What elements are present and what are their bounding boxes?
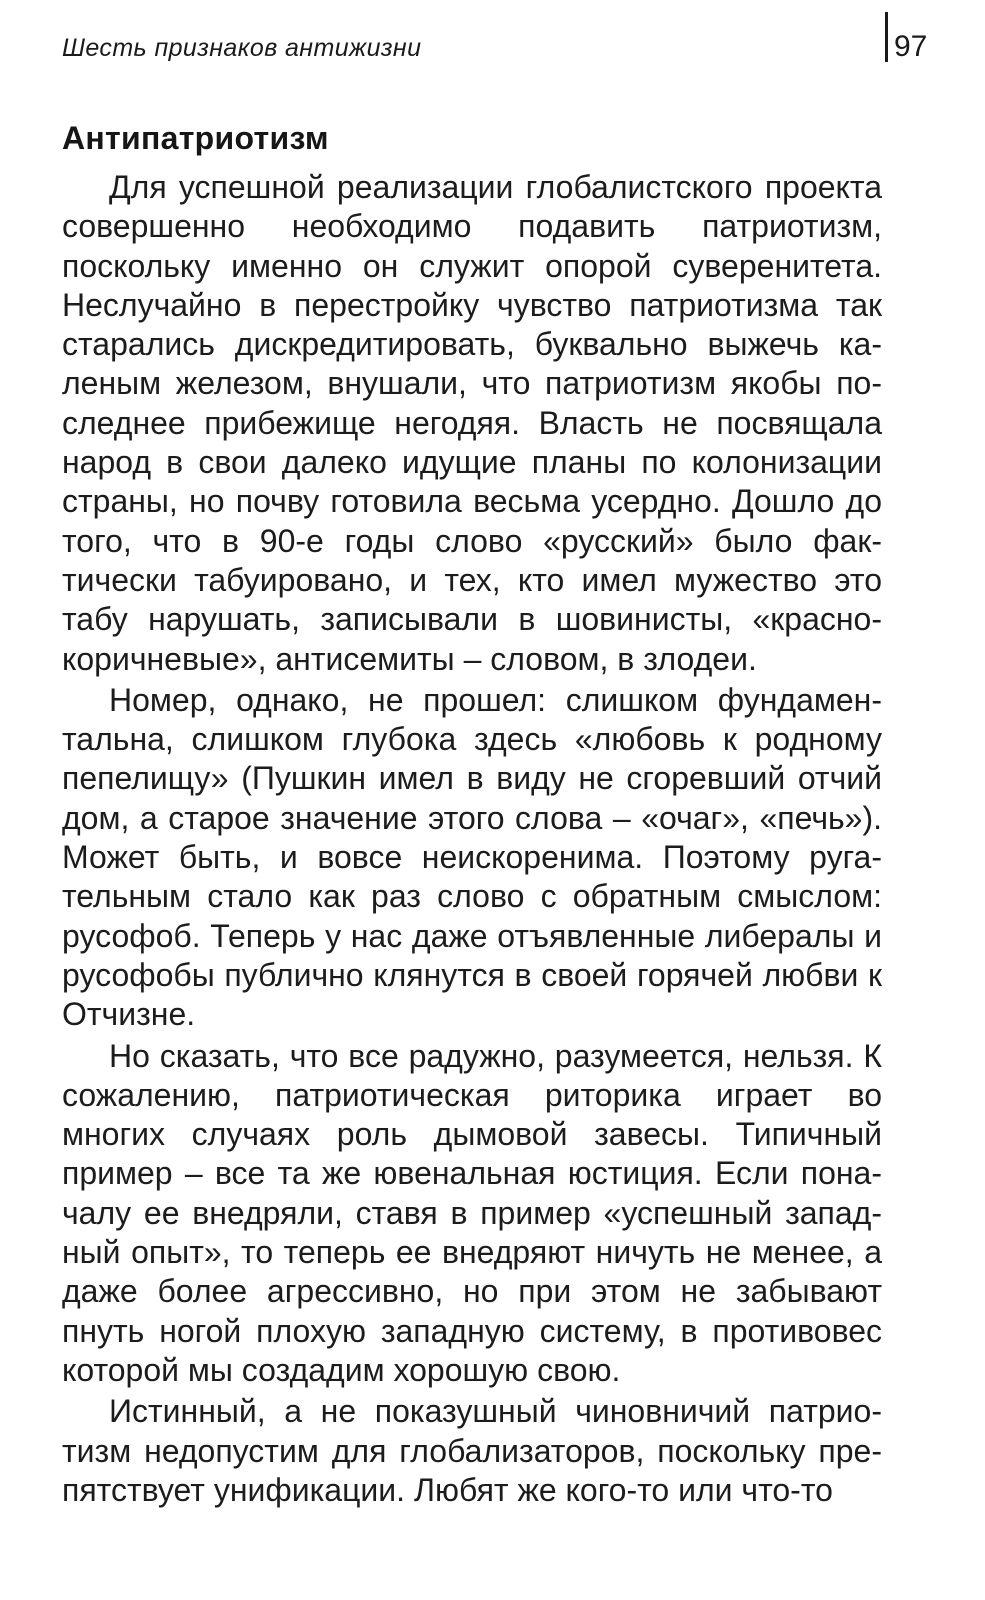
paragraph-2: Номер, однако, не прошел: слишком фундаментальна, слишком глубока здесь «любовь к родному пепелищу» (Пушкин имел в виду не сгоревший отчий дом, а старое значение этого слова – «очаг», «печь»). Может быть, и вовсе неискоренима. Поэтому ругательным стало как раз слово с обратным смыслом: русофоб. Теперь у нас даже отъявленные либералы и русофобы публично клянутся в своей горячей любви к Отчизне. xyxy=(62,681,882,1033)
paragraph-3: Но сказать, что все радужно, разумеется, нельзя. К сожалению, патриотическая риторика играет во многих случаях роль дымовой завесы. Типичный пример – все та же ювенальная юстиция. Если поначалу ее внедряли, ставя в пример «успешный западный опыт», то теперь ее внедряют ничуть не менее, а даже более агрессивно, но при этом не забывают пнуть ногой плохую западную систему, в противовес которой мы создадим хорошую свою. xyxy=(62,1037,882,1388)
header-vertical-rule xyxy=(885,12,888,62)
paragraph-1: Для успешной реализации глобалистского проекта совершенно необходимо подавить патриотизм, поскольку именно он служит опорой суверенитета. Неслучайно в перестройку чувство патриотизма так старались дискредитировать, буквально выжечь каленым железом, внушали, что патриотизм якобы последнее прибежище негодяя. Власть не посвящала народ в свои далеко идущие планы по колонизации страны, но почву готовила весьма усердно. Дошло до того, что в 90-е годы слово «русский» было фактически табуировано, и тех, кто имел мужество это табу нарушать, записывали в шовинисты, «краснокоричневые», антисемиты – словом, в злодеи. xyxy=(62,169,882,677)
running-head-title: Шесть признаков антижизни xyxy=(62,34,422,62)
paragraph-4: Истинный, а не показушный чиновничий патриотизм недопустим для глобализаторов, поскольку препятствует унификации. Любят же кого-то или что-то xyxy=(62,1393,882,1508)
page-number: 97 xyxy=(894,30,928,63)
body-text xyxy=(62,168,882,1510)
section-title: Антипатриотизм xyxy=(62,120,329,156)
